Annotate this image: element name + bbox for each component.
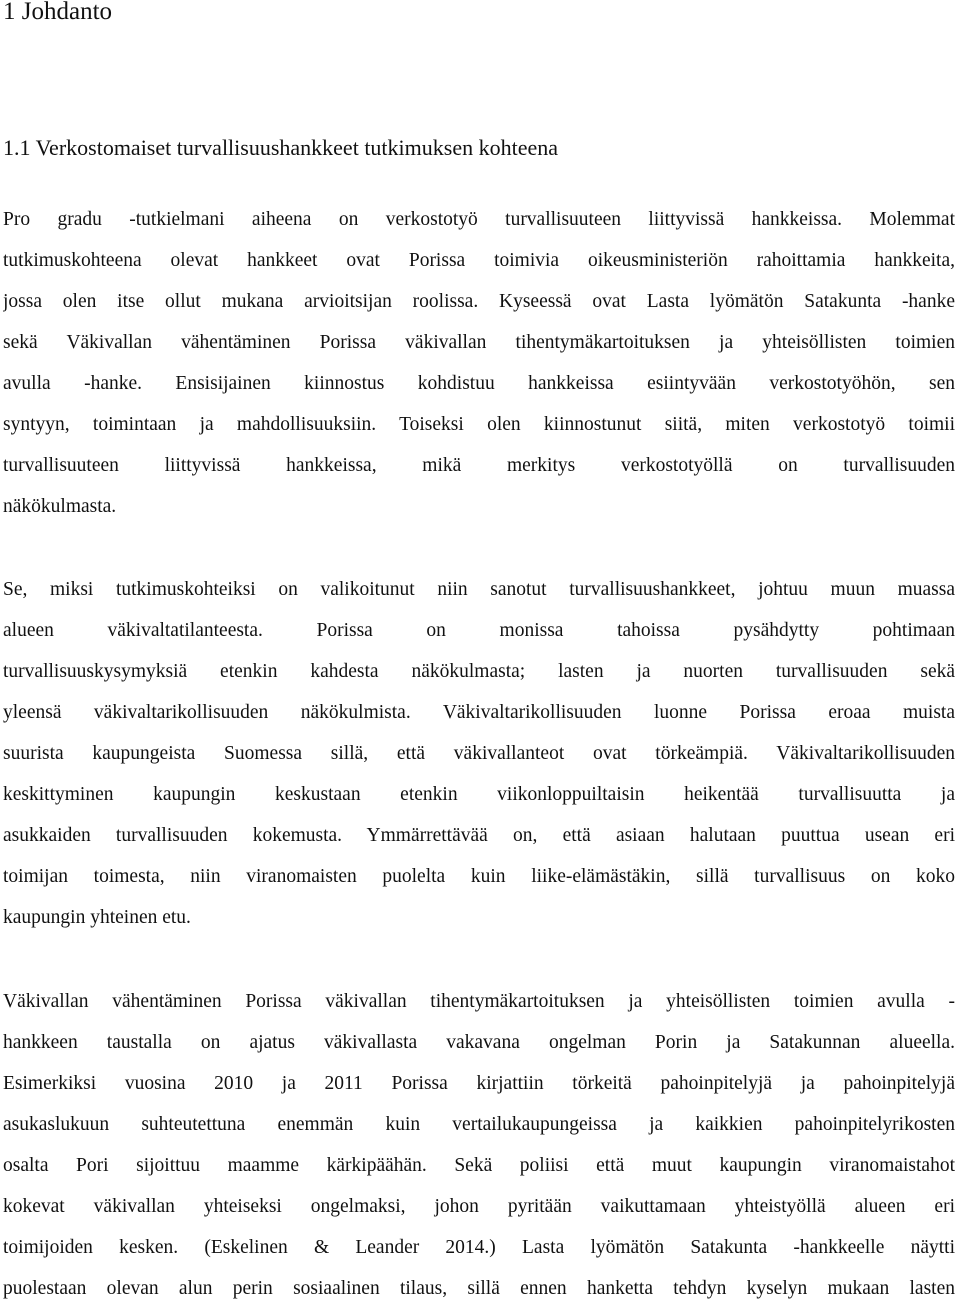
paragraph-line: syntyyn, toimintaan ja mahdollisuuksiin. Toiseksi olen kiinnostunut siitä, miten verkostotyö toimii [3,414,955,435]
paragraph-line: näkökulmasta. [3,496,117,517]
paragraph-line: kaupungin yhteinen etu. [3,907,191,928]
paragraph-line: turvallisuuskysymyksiä etenkin kahdesta näkökulmasta; lasten ja nuorten turvallisuuden sekä [3,661,955,682]
paragraph-line: toimijan toimesta, niin viranomaisten puolelta kuin liike-elämästäkin, sillä turvallisuus on koko [3,866,955,887]
paragraph-line: suurista kaupungeista Suomessa sillä, että väkivallanteot ovat törkeämpiä. Väkivaltarikollisuuden [3,743,955,764]
paragraph-line: turvallisuuteen liittyvissä hankkeissa, mikä merkitys verkostotyöllä on turvallisuuden [3,455,955,476]
paragraph-line: kokevat väkivallan yhteiseksi ongelmaksi, johon pyritään vaikuttamaan yhteistyöllä alueen eri [3,1196,955,1217]
paragraph-line: Esimerkiksi vuosina 2010 ja 2011 Porissa kirjattiin törkeitä pahoinpitelyjä ja pahoinpitelyjä [3,1073,955,1094]
paragraph-line: osalta Pori sijoittuu maamme kärkipäähän. Sekä poliisi että muut kaupungin viranomaistahot [3,1155,955,1176]
paragraph-line: puolestaan olevan alun perin sosiaalinen tilaus, sillä ennen hanketta tehdyn kyselyn mukaan lasten [3,1278,955,1299]
paragraph-line: asukaslukuun suhteutettuna enemmän kuin vertailukaupungeissa ja kaikkien pahoinpitelyrikosten [3,1114,955,1135]
paragraph-line: sekä Väkivallan vähentäminen Porissa väkivallan tihentymäkartoituksen ja yhteisöllisten toimien [3,332,955,353]
paragraph-line: yleensä väkivaltarikollisuuden näkökulmista. Väkivaltarikollisuuden luonne Porissa eroaa muista [3,702,955,723]
paragraph-line: Väkivallan vähentäminen Porissa väkivallan tihentymäkartoituksen ja yhteisöllisten toimien avulla - [3,991,955,1012]
paragraph-line: toimijoiden kesken. (Eskelinen & Leander 2014.) Lasta lyömätön Satakunta -hankkeelle näytti [3,1237,955,1258]
paragraph-line: jossa olen itse ollut mukana arvioitsijan roolissa. Kyseessä ovat Lasta lyömätön Satakunta -hanke [3,291,955,312]
paragraph-line: alueen väkivaltatilanteesta. Porissa on monissa tahoissa pysähdytty pohtimaan [3,620,955,641]
paragraph-line: asukkaiden turvallisuuden kokemusta. Ymmärrettävää on, että asiaan halutaan puuttua usean eri [3,825,955,846]
paragraph-line: hankkeen taustalla on ajatus väkivallasta vakavana ongelman Porin ja Satakunnan alueella. [3,1032,955,1053]
paragraph-line: avulla -hanke. Ensisijainen kiinnostus kohdistuu hankkeissa esiintyvään verkostotyöhön, sen [3,373,955,394]
chapter-heading: 1 Johdanto [3,0,113,25]
paragraph-line: Se, miksi tutkimuskohteiksi on valikoitunut niin sanotut turvallisuushankkeet, johtuu muun muassa [3,579,955,600]
paragraph-line: keskittyminen kaupungin keskustaan etenkin viikonloppuiltaisin heikentää turvallisuutta ja [3,784,955,805]
paragraph-line: tutkimuskohteena olevat hankkeet ovat Porissa toimivia oikeusministeriön rahoittamia hankkeita, [3,250,955,271]
paragraph-line: Pro gradu -tutkielmani aiheena on verkostotyö turvallisuuteen liittyvissä hankkeissa. Molemmat [3,209,955,230]
section-heading: 1.1 Verkostomaiset turvallisuushankkeet tutkimuksen kohteena [3,135,558,160]
